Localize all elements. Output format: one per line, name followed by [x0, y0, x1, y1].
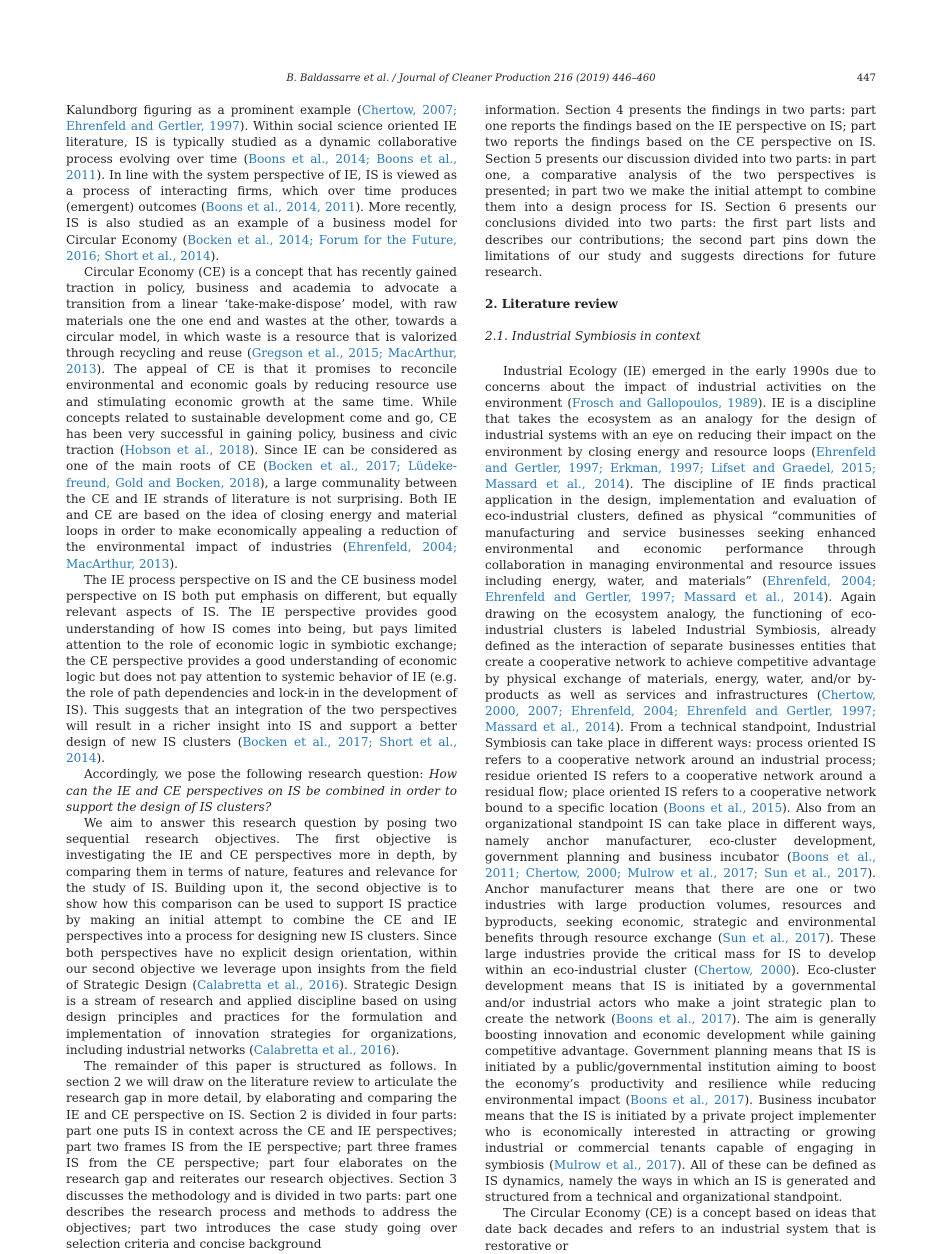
citation-link[interactable]: Ehrenfeld, 2004; MacArthur, 2013 — [66, 540, 458, 571]
paragraph — [66, 572, 457, 766]
paragraph — [66, 102, 457, 264]
citation-link[interactable]: Chertow, 2000 — [698, 963, 792, 978]
text-run: ). The aim is generally boosting innovation and economic development while gaining competitive advantage. Government planning means that IS is initiated by a public/governmental institution aiming to boost the economy’s productivity and resilience while reducing environmental impact ( — [485, 1011, 877, 1107]
text-run: We aim to answer this research question by posing two sequential research objectives. The first objective is investigating the IE and CE perspectives more in depth, by comparing them in terms of nature, features and relevance for the study of IS. Building upon it, the second objective is to show how this comparison can be used to support IS practice by making an initial attempt to combine the CE and IE perspectives into a process for designing new IS clusters. Since both perspectives have no explicit design orientation, within our second objective we leverage upon insights from the field of Strategic Design ( — [66, 815, 457, 992]
citation-link[interactable]: Sun et al., 2017 — [722, 930, 826, 945]
running-header — [66, 73, 876, 89]
journal-running-title: B. Baldassarre et al. / Journal of Cleaner Production 216 (2019) 446–460 — [286, 73, 656, 84]
paragraph — [485, 363, 876, 1206]
paragraph — [485, 102, 876, 280]
citation-link[interactable]: Chertow, 2007; Ehrenfeld and Gertler, 1997 — [66, 103, 458, 134]
text-run: Circular Economy (CE) is a concept that has recently gained traction in policy, business and academia to advocate a transition from a linear ‘take-make-dispose’ model, with raw materials one the one end and wastes at the other, towards a circular model, in which waste is a resource that is valorized through recycling and reuse ( — [66, 265, 457, 361]
text-run: ), a large communality between the CE and IE strands of literature is not surprising. Both IE and CE are based on the idea of closing energy and material loops in order to make economically appealing a reduction of the environmental impact of industries ( — [66, 475, 457, 555]
citation-link[interactable]: Frosch and Gallopoulos, 1989 — [572, 396, 758, 411]
citation-link[interactable]: Chertow, 2000, 2007; Ehrenfeld, 2004; Ehrenfeld and Gertler, 1997; Massard et al., 2014 — [485, 687, 876, 735]
text-run: Kalundborg figuring as a prominent example ( — [66, 103, 362, 117]
text-run: ). The appeal of CE is that it promises to reconcile environmental and economic goals by reducing resource use and stimulating economic growth at the same time. While concepts related to sustainable development come and go, CE has been very successful in gaining policy, business and civic traction ( — [66, 362, 457, 458]
text-run: ). Strategic Design is a stream of research and applied discipline based on using design principles and practices for the formulation and implementation of innovation strategies for organizations, including industrial networks ( — [66, 977, 457, 1057]
text-run: ). Business incubator means that the IS is initiated by a private project implementer who is economically interested in attracting or growing industrial or commercial tenants capable of engaging in symbiosis ( — [485, 1092, 876, 1172]
citation-link[interactable]: Hobson et al., 2018 — [124, 443, 250, 458]
paragraph — [66, 264, 457, 572]
text-run: ). Within social science oriented IE literature, IS is typically studied as a dynamic collaborative process evolving over time ( — [66, 119, 457, 166]
citation-link[interactable]: Boons et al., 2011; Chertow, 2000; Mulrow et al., 2017; Sun et al., 2017 — [485, 849, 876, 880]
citation-link[interactable]: Calabretta et al., 2016 — [253, 1042, 391, 1057]
paragraph — [66, 815, 457, 1058]
text-run: ). More recently, IS is also studied as an example of a business model for Circular Economy ( — [66, 200, 457, 247]
citation-link[interactable]: Boons et al., 2015 — [668, 801, 783, 816]
text-run: Accordingly, we pose the following research question: — [84, 767, 430, 782]
text-run: ). Also from an organizational standpoint IS can take place in different ways, namely anchor manufacturer, eco-cluster development, government planning and business incubator ( — [485, 801, 876, 864]
text-run: ). Since IE can be considered as one of the main roots of CE ( — [66, 443, 457, 474]
paragraph — [66, 1058, 457, 1252]
citation-link[interactable]: Ehrenfeld and Gertler, 1997; Erkman, 1997; Lifset and Graedel, 2015; Massard et al., 2014 — [485, 444, 876, 492]
citation-link[interactable]: Bocken et al., 2014; Forum for the Future, 2016; Short et al., 2014 — [66, 232, 457, 263]
text-run: The remainder of this paper is structured as follows. In section 2 we will draw on the literature review to articulate the research gap in more detail, by elaborating and comparing the IE and CE perspective on IS. Section 2 is divided in four parts: part one puts IS in context across the CE and IE perspectives; part two frames IS from the IE perspective; part three frames IS from the CE perspective; part four elaborates on the research gap and reiterates our research objectives. Section 3 discusses the methodology and is divided in two parts: part one describes the research process and methods to address the objectives; part two introduces the case study going over selection criteria and concise background — [66, 1058, 457, 1252]
citation-link[interactable]: Calabretta et al., 2016 — [197, 977, 340, 992]
text-run: ). All of these can be defined as IS dynamics, namely the ways in which an IS is generated and structured from a technical and organizational standpoint. — [485, 1157, 876, 1204]
subsection-heading: 2.1. Industrial Symbiosis in context — [485, 329, 701, 344]
right-column — [485, 102, 876, 1254]
citation-link[interactable]: Boons et al., 2017 — [630, 1092, 745, 1107]
citation-link[interactable]: Ehrenfeld, 2004; Ehrenfeld and Gertler, 1997; Massard et al., 2014 — [485, 574, 876, 605]
text-run: ). Eco-cluster development means that IS is initiated by a governmental and/or industrial actors who make a joint strategic plan to create the network ( — [485, 963, 876, 1026]
text-run: The IE process perspective on IS and the CE business model perspective on IS both put emphasis on different, but equally relevant aspects of IS. The IE perspective provides good understanding of how IS comes into being, but pays limited attention to the role of economic logic in symbiotic exchange; the CE perspective provides a good understanding of economic logic but does not pay attention to systemic behavior of IE (e.g. the role of path dependencies and lock-in in the development of IS). This suggests that an integration of the two perspectives will result in a richer insight into IS and support a better design of new IS clusters ( — [66, 572, 457, 749]
text-run: Industrial Ecology (IE) emerged in the early 1990s due to concerns about the impact of industrial activities on the environment ( — [485, 363, 876, 411]
text-run: The Circular Economy (CE) is a concept based on ideas that date back decades and refers to an industrial system that is restorative or — [485, 1206, 876, 1253]
text-run: information. Section 4 presents the findings in two parts: part one reports the findings based on the IE perspective on IS; part two reports the findings based on the CE perspective on IS. Section 5 presents our discussion divided into two parts: in part one, a comparative analysis of the two perspectives is presented; in part two we make the initial attempt to combine them into a design process for IS. Section 6 presents our conclusions divided into two parts: the first part lists and describes our contributions; the second part pins down the limitations of our study and suggests directions for future research. — [485, 103, 876, 280]
paragraph — [485, 1205, 876, 1254]
text-run: ). The discipline of IE finds practical application in the design, implementation and evaluation of eco-industrial clusters, defined as physical “communities of manufacturing and service businesses seeking enhanced environmental and economic performance through collaboration in managing environmental and resource issues including energy, water, and materials” ( — [485, 477, 876, 589]
text-run: ). — [390, 1042, 400, 1057]
text-run: ). Anchor manufacturer means that there are one or two industries with large production volumes, resources and byproducts, seeking economic, strategic and environmental benefits through resource exchange ( — [485, 865, 876, 945]
text-run: ). From a technical standpoint, Industrial Symbiosis can take place in different ways: process oriented IS refers to a cooperative network around an industrial process; residue oriented IS refers to a cooperative network around a residual flow; place oriented IS refers to a cooperative network bound to a specific location ( — [485, 720, 877, 816]
citation-link[interactable]: Boons et al., 2017 — [615, 1011, 732, 1026]
text-run: ). — [169, 556, 178, 571]
left-column — [66, 102, 457, 1252]
citation-link[interactable]: Boons et al., 2014; Boons et al., 2011 — [66, 151, 457, 182]
research-question: How can the IE and CE perspectives on IS be combined in order to support the design of IS clusters? — [66, 767, 457, 814]
research-question-paragraph — [66, 766, 457, 815]
citation-link[interactable]: Bocken et al., 2017; Short et al., 2014 — [66, 734, 458, 766]
text-run: ). These large industries provide the critical mass for IS to develop within an eco-industrial cluster ( — [485, 930, 876, 978]
text-run: ). Again drawing on the ecosystem analogy, the functioning of eco-industrial clusters is labeled Industrial Symbiosis, already defined as the interaction of separate businesses entities that create a cooperative network to achieve competitive advantage by physical exchange of materials, energy, water, and/or by-products as well as services and infrastructures ( — [485, 590, 876, 702]
page-number: 447 — [856, 73, 876, 84]
text-run: ). — [210, 248, 220, 263]
citation-link[interactable]: Bocken et al., 2017; Lüdeke-freund, Gold and Bocken, 2018 — [66, 459, 457, 490]
citation-link[interactable]: Mulrow et al., 2017 — [553, 1157, 677, 1172]
citation-link[interactable]: Boons et al., 2014, 2011 — [205, 200, 356, 215]
citation-link[interactable]: Gregson et al., 2015; MacArthur, 2013 — [66, 346, 457, 377]
text-run: ). — [96, 751, 106, 766]
section-heading: 2. Literature review — [485, 297, 618, 312]
text-run: ). In line with the system perspective of IE, IS is viewed as a process of interacting firms, which over time produces (emergent) outcomes ( — [66, 167, 457, 215]
text-run: ). IE is a discipline that takes the ecosystem as an analogy for the design of industrial systems with an eye on reducing their impact on the environment by closing energy and resource loops ( — [485, 396, 876, 459]
